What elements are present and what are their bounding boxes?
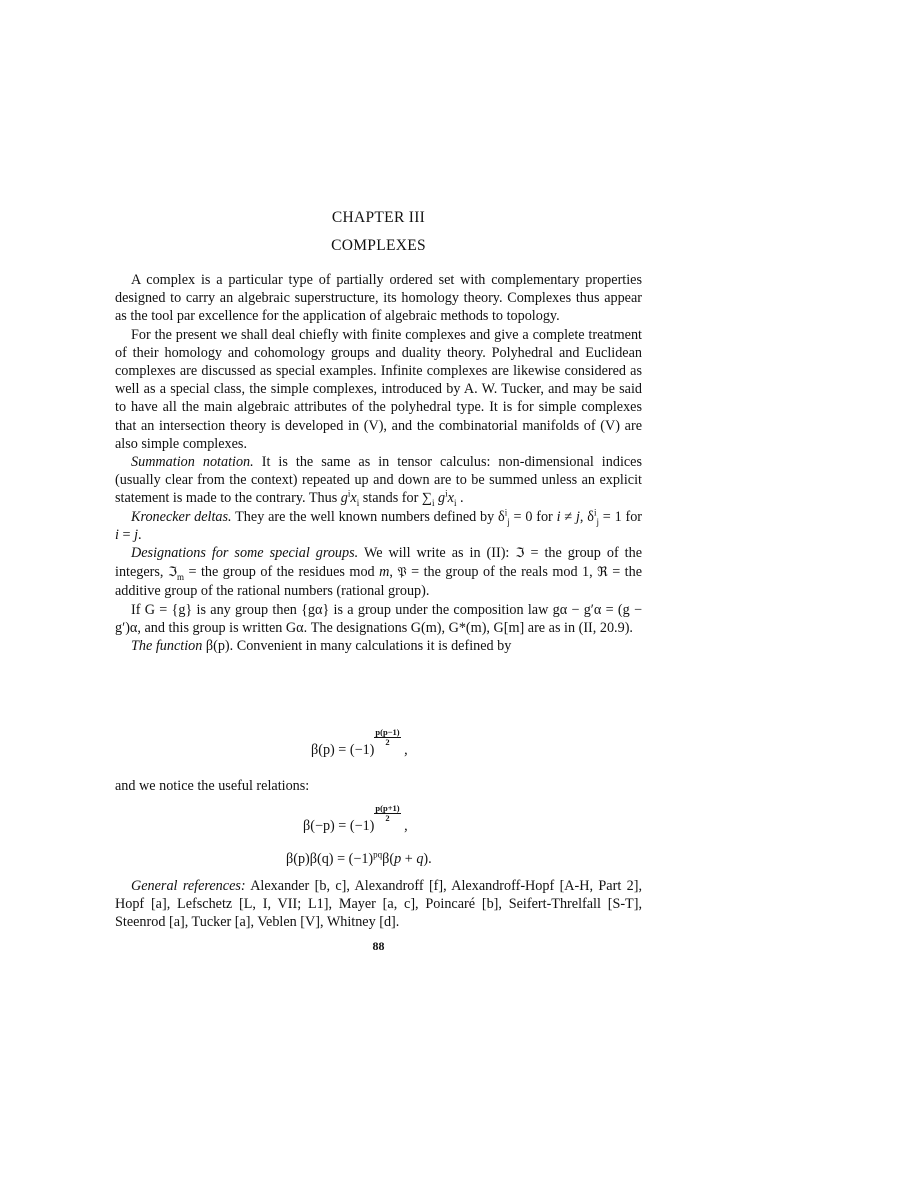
chapter-number: CHAPTER III bbox=[331, 209, 426, 226]
exponent-fraction: $\frac{p(p+1)}{2}$ bbox=[375, 803, 400, 823]
paragraph-beta bbox=[115, 637, 642, 655]
chapter-title: COMPLEXES bbox=[331, 237, 426, 254]
paragraph-summation bbox=[115, 453, 642, 508]
exponent-fraction: $\frac{p(p-1)}{2}$ bbox=[375, 727, 400, 747]
paragraph-designations bbox=[115, 544, 642, 601]
paragraph-kronecker bbox=[115, 508, 642, 544]
body-text bbox=[115, 271, 642, 655]
page-number: 88 bbox=[372, 939, 385, 953]
equation-beta-product: $\beta(p)\beta(q) = (-1)^{pq}\beta(p + q)$. bbox=[286, 849, 432, 867]
paragraph-intro: A complex is a particular type of partially ordered set with complementary properties designed to carry an algebraic superstructure, its homology theory. Complexes thus appear as the tool par excellence for the application of algebraic methods to topology. bbox=[115, 272, 642, 325]
summation-formula: $g^ix_i$ bbox=[340, 488, 360, 509]
summation-sum: $\sum_i$ $g^ix_i$ . bbox=[421, 488, 464, 509]
book-page bbox=[115, 0, 642, 1188]
designations-formula: ℑ = the group of the integers, ℑ$_m$ = the group of the residues mod m, 𝔓 = the group of the reals mod 1, ℜ = the additive group of the rational numbers (rational group). bbox=[115, 545, 643, 600]
kronecker-label: Kronecker deltas. bbox=[131, 508, 232, 525]
beta-text: β(p). Convenient in many calculations it is defined by bbox=[202, 638, 512, 655]
summation-label: Summation notation. bbox=[131, 454, 254, 471]
kronecker-formula: $\delta^i_j = 0$ for i ≠ j, $\delta^i_j = 1$ for i = j. bbox=[115, 506, 643, 543]
summation-text-a: It is the same as in tensor calculus: non-dimensional indices (usually clear from the context) repeated up and down are to be summed unless an explicit statement is made to the contrary. Thus bbox=[115, 454, 642, 507]
paragraph-present: For the present we shall deal chiefly with finite complexes and give a complete treatment of their homology and cohomology groups and duality theory. Polyhedral and Euclidean complexes are discussed as special examples. Infinite complexes are likewise considered as well as a special class, the simple complexes, introduced by A. W. Tucker, and may be said to have all the main algebraic attributes of the polyhedral type. It is for simple complexes that an intersection theory is developed in (V), and the combinatorial manifolds of (V) are also simple complexes. bbox=[115, 326, 642, 452]
general-references bbox=[115, 877, 642, 932]
equation-beta-negative: β(−p) = (−1) $\frac{p(p+1)}{2}$ , bbox=[303, 803, 408, 834]
designations-text: We will write as in (II): bbox=[358, 545, 516, 562]
designations-label: Designations for some special groups. bbox=[131, 545, 359, 562]
references-label: General references: bbox=[131, 878, 246, 894]
equation-beta-definition: β(p) = (−1) $\frac{p(p-1)}{2}$ , bbox=[311, 727, 408, 758]
relations-intro: and we notice the useful relations: bbox=[115, 778, 310, 794]
paragraph-group-law: If G = {g} is any group then {gα} is a group under the composition law gα − g′α = (g − g′)α, and this group is written Gα. The designations G(m), G*(m), G[m] are as in (II, 20.9). bbox=[115, 601, 642, 636]
summation-text-b: stands for bbox=[359, 490, 422, 507]
references-text: Alexander [b, c], Alexandroff [f], Alexandroff-Hopf [A-H, Part 2], Hopf [a], Lefschetz [L, I, VII; L1], Mayer [a, c], Poincaré [b], Seifert-Threlfall [S-T], Steenrod [a], Tucker [a], Veblen [V], Whitney [d]. bbox=[115, 878, 642, 931]
kronecker-text: They are the well known numbers defined by bbox=[231, 508, 498, 525]
beta-label: The function bbox=[131, 638, 203, 655]
